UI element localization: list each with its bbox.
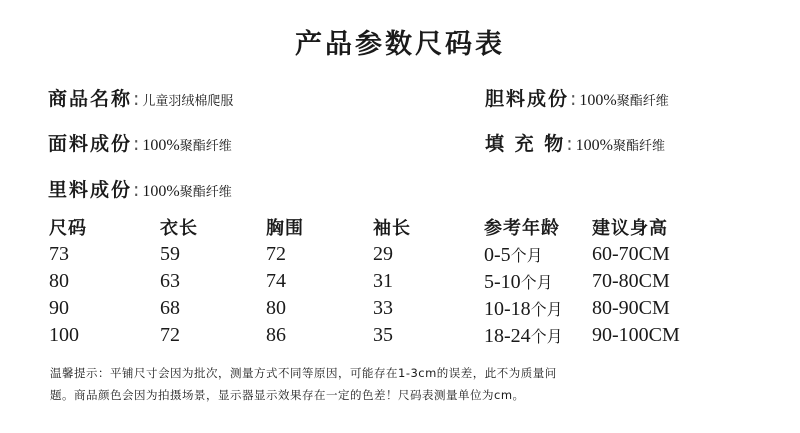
table-cell: 100 (49, 324, 79, 346)
table-cell: 74 (266, 270, 286, 292)
table-cell: 31 (373, 270, 393, 292)
table-cell: 10-18个月 (484, 298, 563, 320)
spec-label: 面料成份 (48, 133, 133, 155)
table-cell: 72 (160, 324, 180, 346)
table-cell: 33 (373, 297, 393, 319)
table-cell: 86 (266, 324, 286, 346)
page-title: 产品参数尺码表 (295, 29, 505, 60)
spec-label: 填 充 物 (485, 133, 566, 155)
table-cell: 60-70CM (592, 243, 670, 265)
spec-filling: 填 充 物:100%聚酯纤维 (485, 133, 665, 155)
table-cell: 29 (373, 243, 393, 265)
table-cell: 63 (160, 270, 180, 292)
table-cell: 59 (160, 243, 180, 265)
spec-label: 胆料成份 (485, 88, 570, 110)
spec-value: 100%聚酯纤维 (575, 137, 665, 154)
table-cell: 35 (373, 324, 393, 346)
spec-lining-material: 胆料成份:100%聚酯纤维 (485, 88, 669, 110)
spec-value: 儿童羽绒棉爬服 (142, 94, 234, 109)
table-cell: 5-10个月 (484, 271, 553, 293)
spec-label: 里料成份 (48, 179, 133, 201)
spec-inner: 里料成份:100%聚酯纤维 (48, 179, 232, 201)
spec-value: 100%聚酯纤维 (142, 137, 232, 154)
column-header: 衣长 (160, 218, 198, 239)
column-header: 袖长 (373, 218, 411, 239)
column-header: 胸围 (266, 218, 304, 239)
table-cell: 80 (266, 297, 286, 319)
spec-label: 商品名称 (48, 88, 133, 110)
table-cell: 90-100CM (592, 324, 680, 346)
warm-tip-line-2: 题。商品颜色会因为拍摄场景，显示器显示效果存在一定的色差！尺码表测量单位为cm。 (50, 388, 525, 402)
table-cell: 90 (49, 297, 69, 319)
column-header: 建议身高 (592, 218, 668, 239)
table-cell: 80-90CM (592, 297, 670, 319)
table-cell: 0-5个月 (484, 244, 543, 266)
column-header: 参考年龄 (484, 218, 560, 239)
table-cell: 72 (266, 243, 286, 265)
column-header: 尺码 (49, 218, 87, 239)
spec-fabric: 面料成份:100%聚酯纤维 (48, 133, 232, 155)
spec-value: 100%聚酯纤维 (579, 92, 669, 109)
table-cell: 80 (49, 270, 69, 292)
table-cell: 18-24个月 (484, 325, 563, 347)
spec-value: 100%聚酯纤维 (142, 183, 232, 200)
table-cell: 68 (160, 297, 180, 319)
warm-tip-line-1: 温馨提示：平铺尺寸会因为批次，测量方式不同等原因，可能存在1-3cm的误差，此不为质量问 (50, 366, 557, 380)
table-cell: 73 (49, 243, 69, 265)
table-cell: 70-80CM (592, 270, 670, 292)
spec-product-name: 商品名称:儿童羽绒棉爬服 (48, 88, 234, 110)
